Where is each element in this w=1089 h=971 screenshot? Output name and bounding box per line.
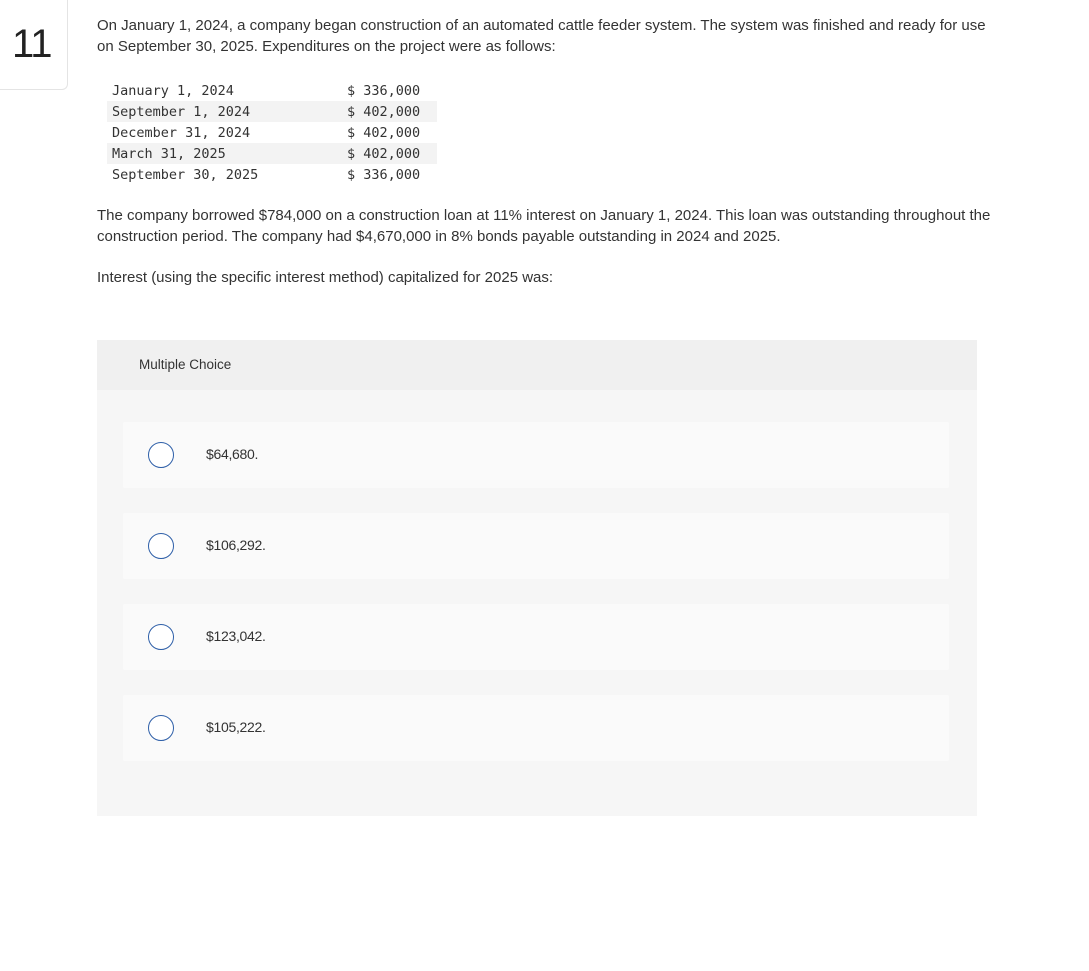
multiple-choice-label: Multiple Choice xyxy=(139,357,232,372)
expenditure-date: September 1, 2024 xyxy=(107,101,339,122)
expenditure-row xyxy=(107,122,437,143)
radio-button[interactable] xyxy=(148,533,174,559)
expenditure-row xyxy=(107,164,437,185)
question-number-box xyxy=(0,0,68,90)
expenditure-amount: $ 402,000 xyxy=(347,124,421,141)
answer-option-label: $123,042. xyxy=(206,628,266,644)
expenditure-amount: $ 336,000 xyxy=(347,166,421,183)
answer-option-label: $105,222. xyxy=(206,719,266,735)
expenditure-date: January 1, 2024 xyxy=(112,82,234,99)
answer-option-1[interactable] xyxy=(123,422,949,488)
expenditure-amount: $ 402,000 xyxy=(339,143,437,164)
expenditure-date: December 31, 2024 xyxy=(112,124,251,141)
expenditure-amount: $ 402,000 xyxy=(339,101,437,122)
expenditure-date: September 30, 2025 xyxy=(112,166,259,183)
question-stem: On January 1, 2024, a company began construction of an automated cattle feeder system. The system was finished and ready for use on September 30, 2025. Expenditures on the project were as follows: xyxy=(97,17,986,55)
expenditure-row xyxy=(107,143,437,164)
question-number: 11 xyxy=(12,22,52,66)
answer-option-2[interactable] xyxy=(123,513,949,579)
radio-button[interactable] xyxy=(148,442,174,468)
answer-option-3[interactable] xyxy=(123,604,949,670)
expenditures-table xyxy=(107,80,437,185)
expenditure-row xyxy=(107,101,437,122)
expenditure-row xyxy=(107,80,437,101)
loan-details-paragraph: The company borrowed $784,000 on a construction loan at 11% interest on January 1, 2024. This loan was outstanding throughout the construction period. The company had $4,670,000 in 8% bonds payable outstanding in 2024 and 2025. xyxy=(97,207,991,245)
answer-option-4[interactable] xyxy=(123,695,949,761)
expenditure-date: March 31, 2025 xyxy=(107,143,339,164)
expenditure-amount: $ 336,000 xyxy=(347,82,421,99)
question-prompt: Interest (using the specific interest method) capitalized for 2025 was: xyxy=(97,269,554,286)
answer-option-label: $106,292. xyxy=(206,537,266,553)
answer-option-label: $64,680. xyxy=(206,446,259,462)
radio-button[interactable] xyxy=(148,715,174,741)
multiple-choice-panel xyxy=(97,340,977,816)
multiple-choice-header xyxy=(97,340,977,390)
radio-button[interactable] xyxy=(148,624,174,650)
